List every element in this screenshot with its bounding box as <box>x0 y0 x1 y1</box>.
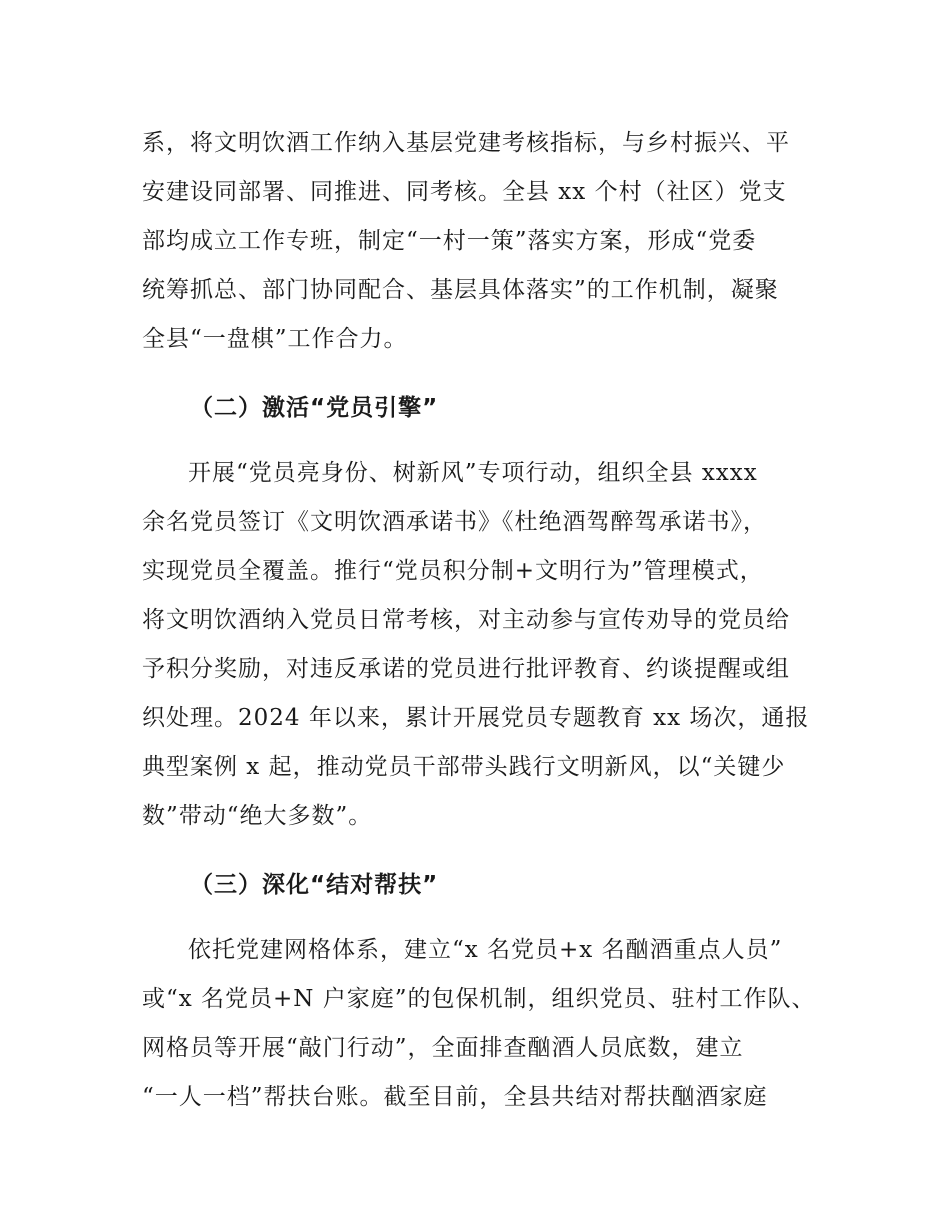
paragraph-line: 或“x 名党员+N 户家庭”的包保机制，组织党员、驻村工作队、 <box>142 986 816 1012</box>
paragraph-line: 部均成立工作专班，制定“一村一策”落实方案，形成“党委 <box>142 228 757 254</box>
paragraph-line: 安建设同部署、同推进、同考核。全县 xx 个村（社区）党支 <box>142 179 787 205</box>
paragraph-line: 余名党员签订《文明饮酒承诺书》《杜绝酒驾醉驾承诺书》， <box>142 509 767 535</box>
paragraph-line: 统筹抓总、部门协同配合、基层具体落实”的工作机制，凝聚 <box>142 277 779 303</box>
paragraph-line: 实现党员全覆盖。推行“党员积分制+文明行为”管理模式， <box>142 558 764 584</box>
paragraph-line: 系，将文明饮酒工作纳入基层党建考核指标，与乡村振兴、平 <box>142 130 790 156</box>
paragraph-line: 将文明饮酒纳入党员日常考核，对主动参与宣传劝导的党员给 <box>142 607 790 633</box>
paragraph-line: 织处理。2024 年以来，累计开展党员专题教育 xx 场次，通报 <box>142 705 810 731</box>
paragraph-line: 网格员等开展“敲门行动”，全面排查酗酒人员底数，建立 <box>142 1035 744 1061</box>
paragraph-line: 典型案例 x 起，推动党员干部带头践行文明新风，以“关键少 <box>142 754 786 780</box>
paragraph-line: 予积分奖励，对违反承诺的党员进行批评教育、约谈提醒或组 <box>142 656 790 682</box>
section-heading-three: （三）深化“结对帮扶” <box>190 872 439 898</box>
paragraph-line: 数”带动“绝大多数”。 <box>142 803 373 829</box>
section-heading-two: （二）激活“党员引擎” <box>190 395 439 421</box>
paragraph-line: 开展“党员亮身份、树新风”专项行动，组织全县 xxxx <box>188 460 758 486</box>
paragraph-line: “一人一档”帮扶台账。截至目前，全县共结对帮扶酗酒家庭 <box>142 1084 768 1110</box>
paragraph-line: 全县“一盘棋”工作合力。 <box>142 326 408 352</box>
paragraph-line: 依托党建网格体系，建立“x 名党员+x 名酗酒重点人员” <box>188 937 783 963</box>
